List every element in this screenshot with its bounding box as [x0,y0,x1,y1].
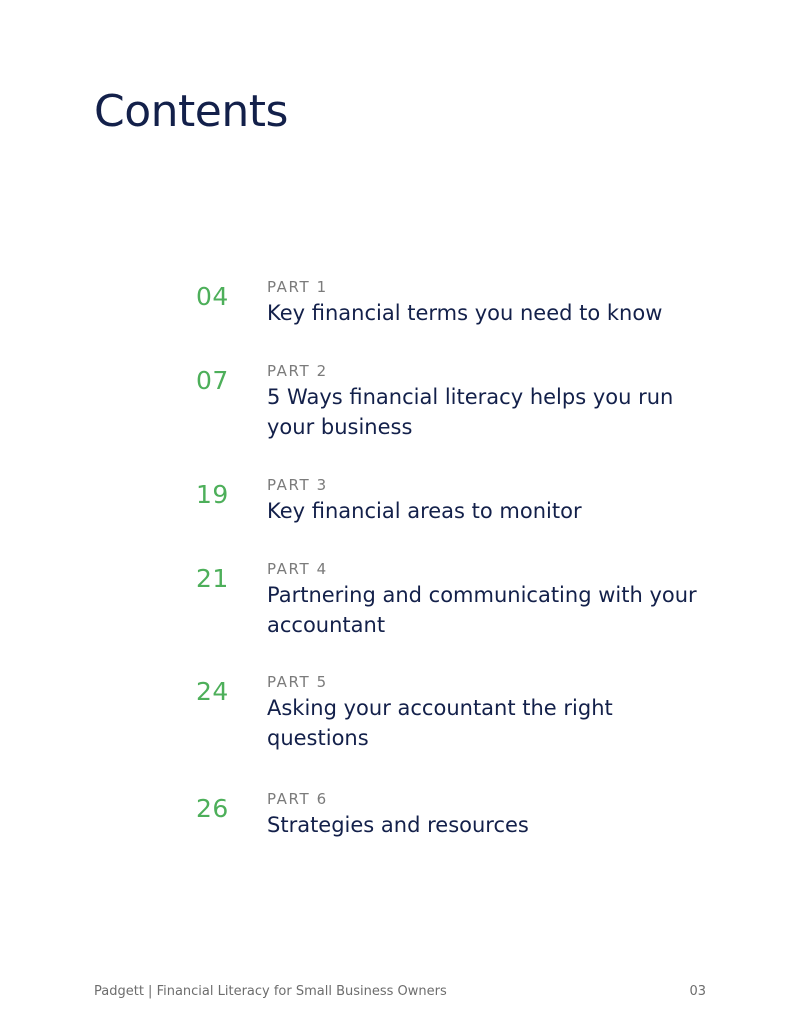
toc-entry-part-3[interactable] [196,474,717,526]
toc-part-label: PART 6 [267,790,328,808]
toc-heading: Asking your accountant the right questions [267,696,613,750]
toc-page-number: 19 [196,480,229,509]
page-title: Contents [94,86,288,137]
toc-page-number: 21 [196,564,229,593]
toc-heading: Partnering and communicating with your accountant [267,583,697,637]
toc-page-number: 24 [196,677,229,706]
toc-heading: Key financial areas to monitor [267,499,582,523]
toc-entry-part-6[interactable] [196,788,717,840]
toc-entry-part-4[interactable] [196,558,717,640]
toc-heading: 5 Ways financial literacy helps you run your business [267,385,674,439]
toc-page-number: 07 [196,366,229,395]
footer-page-number: 03 [689,984,706,999]
toc-part-label: PART 3 [267,476,328,494]
toc-part-label: PART 2 [267,362,328,380]
footer-text: Padgett | Financial Literacy for Small Business Owners [94,984,447,999]
toc-heading: Strategies and resources [267,813,529,837]
toc-entry-part-2[interactable] [196,360,717,442]
toc-entry-part-5[interactable] [196,671,717,753]
toc-entry-part-1[interactable] [196,276,717,328]
toc-page-number: 26 [196,794,229,823]
toc-page-number: 04 [196,282,229,311]
toc-part-label: PART 1 [267,278,328,296]
toc-part-label: PART 5 [267,673,328,691]
toc-part-label: PART 4 [267,560,328,578]
toc-heading: Key financial terms you need to know [267,301,663,325]
